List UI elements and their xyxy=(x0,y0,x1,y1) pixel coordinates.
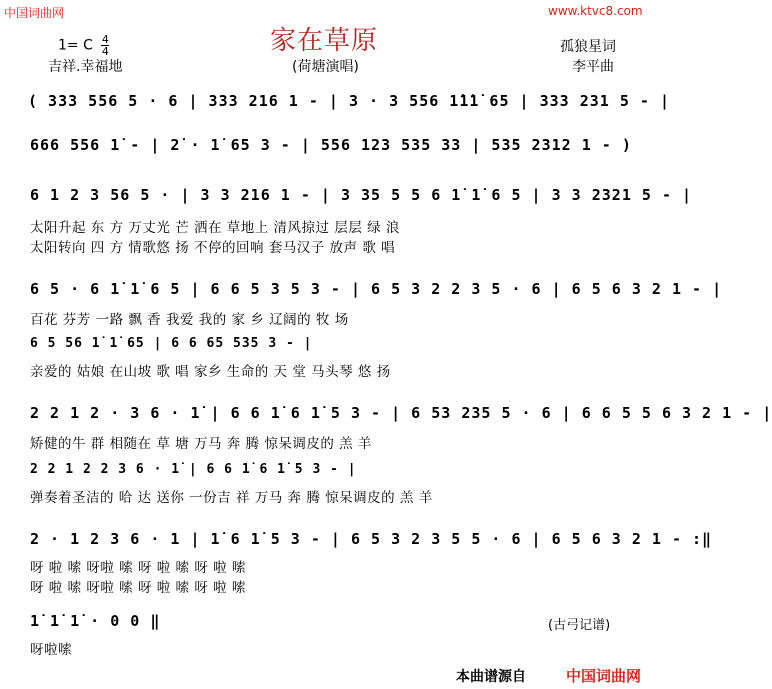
score-line-6: 2 2 1 2 · 3 6 · 1̇ | 6 6 1̇ 6 1̇ 5 3 - | 6 53 235 5 · 6 | 6 6 5 5 6 3 2 1 - | xyxy=(30,404,772,422)
lyrics-line-3b: 太阳转向 四 方 情歌悠 扬 不停的回响 套马汉子 放声 歌 唱 xyxy=(30,240,396,256)
site-watermark-left[interactable]: 中国词曲网 xyxy=(4,6,65,20)
lyrics-line-4: 百花 芬芳 一路 飘 香 我爱 我的 家 乡 辽阔的 牧 场 xyxy=(30,312,349,328)
lyrics-line-3a: 太阳升起 东 方 万丈光 芒 洒在 草地上 清风掠过 层层 绿 浪 xyxy=(30,220,400,236)
key-label: 1= C xyxy=(58,37,93,54)
source-label: 本曲谱源自 xyxy=(456,669,526,685)
score-line-7: 2 2 1 2 2 3 6 · 1̇ | 6 6 1̇ 6 1̇ 5 3 - | xyxy=(30,462,357,477)
time-signature xyxy=(101,34,109,57)
lyrics-line-7: 弹奏着圣洁的 哈 达 送你 一份吉 祥 万马 奔 腾 惊呆调皮的 羔 羊 xyxy=(30,490,433,506)
score-line-4: 6 5 · 6 1̇ 1̇ 6 5 | 6 6 5 3 5 3 - | 6 5 3 2 2 3 5 · 6 | 6 5 6 3 2 1 - | xyxy=(30,280,723,298)
lyrics-line-6: 矫健的牛 群 相随在 草 塘 万马 奔 腾 惊呆调皮的 羔 羊 xyxy=(30,436,372,452)
song-title: 家在草原 xyxy=(270,26,379,56)
score-line-3: 6 1 2 3 56 5 · | 3 3 216 1 - | 3 35 5 5 6 1̇ 1̇ 6 5 | 3 3 2321 5 - | xyxy=(30,186,693,204)
score-line-8: 2 · 1 2 3 6 · 1 | 1̇ 6 1̇ 5 3 - | 6 5 3 2 3 5 5 · 6 | 6 5 6 3 2 1 - :‖ xyxy=(30,530,713,548)
lyrics-line-8b: 呀 啦 嗦 呀啦 嗦 呀 啦 嗦 呀 啦 嗦 xyxy=(30,580,246,596)
transcriber-credit: (古弓记谱) xyxy=(548,618,611,633)
lyrics-line-9: 呀啦嗦 xyxy=(30,642,72,658)
time-top: 4 xyxy=(101,33,109,46)
composer-credit: 李平曲 xyxy=(572,59,614,75)
lyrics-line-8a: 呀 啦 嗦 呀啦 嗦 呀 啦 嗦 呀 啦 嗦 xyxy=(30,560,246,576)
time-bottom: 4 xyxy=(101,45,109,58)
lyricist-credit: 孤狼星词 xyxy=(560,39,616,55)
site-watermark-right[interactable]: www.ktvc8.com xyxy=(548,4,643,18)
source-site-link[interactable]: 中国词曲网 xyxy=(566,667,642,685)
lyrics-line-5: 亲爱的 姑娘 在山坡 歌 唱 家乡 生命的 天 堂 马头琴 悠 扬 xyxy=(30,364,391,380)
score-line-9: 1̇ 1̇ 1̇ · 0 0 ‖ xyxy=(30,612,161,630)
score-line-2: 666 556 1̇ - | 2̇ · 1̇ 65 3 - | 556 123 535 33 | 535 2312 1 - ) xyxy=(30,136,632,154)
tempo-marking: 吉祥.幸福地 xyxy=(48,59,123,75)
singer-credit: (荷塘演唱) xyxy=(292,59,359,75)
score-line-1: ( 333 556 5 · 6 | 333 216 1 - | 3 · 3 556 1̇1̇1̇ 65 | 333 231 5 - | xyxy=(28,92,670,110)
score-line-5: 6 5 56 1̇ 1̇ 65 | 6 6 65 535 3 - | xyxy=(30,336,313,351)
key-signature xyxy=(58,34,109,57)
